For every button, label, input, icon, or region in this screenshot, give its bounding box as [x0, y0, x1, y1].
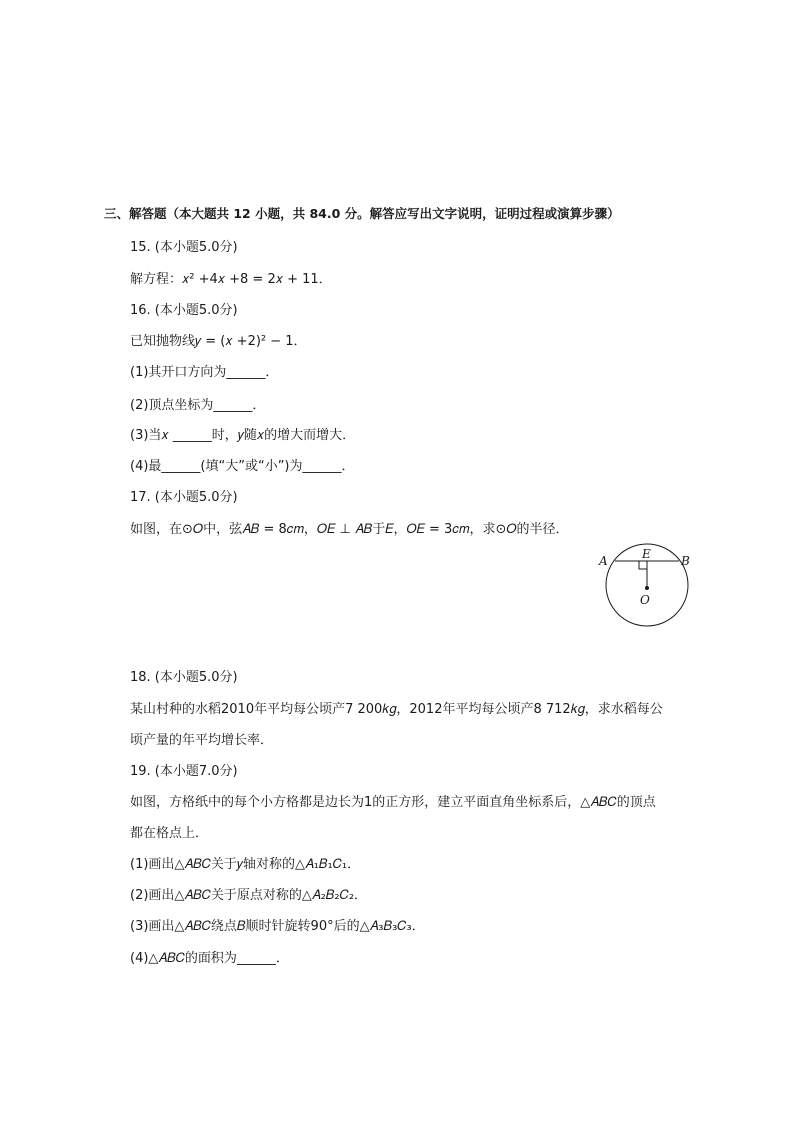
center-point	[645, 586, 649, 590]
question-16-text: 已知抛物线𝑦 = (𝑥 +2)² − 1．	[130, 334, 307, 349]
question-17-text: 如图，在⊙𝑂中，弦𝐴𝐵 = 8𝑐𝑚，𝑂𝐸 ⊥ 𝐴𝐵于𝐸，𝑂𝐸 = 3𝑐𝑚，求⊙𝑂的半径．	[130, 522, 569, 537]
label-e: E	[642, 547, 651, 561]
label-o: O	[640, 593, 650, 607]
question-19-text-2: 都在格点上．	[130, 826, 209, 841]
circle-figure	[595, 543, 695, 633]
question-17-header: 17. (本小题5.0分)	[130, 490, 238, 505]
question-16-part-4: (4)最______(填“大”或“小”)为______．	[130, 459, 355, 474]
question-19-part-1: (1)画出△𝐴𝐵𝐶关于𝑦轴对称的△𝐴₁𝐵₁𝐶₁．	[130, 857, 361, 872]
question-16-header: 16. (本小题5.0分)	[130, 303, 238, 318]
question-19-part-4: (4)△𝐴𝐵𝐶的面积为______．	[130, 951, 289, 966]
label-a: A	[599, 554, 608, 568]
question-18-text-1: 某山村种的水稻2010年平均每公顷产7 200𝑘𝑔，2012年平均每公顷产8 712𝑘𝑔，求水稻每公	[130, 702, 663, 717]
question-18-text-2: 顷产量的年平均增长率．	[130, 733, 274, 748]
circle-diagram	[595, 543, 695, 633]
question-16-part-3: (3)当𝑥 ______时，𝑦随𝑥的增大而增大．	[130, 428, 356, 443]
question-18-header: 18. (本小题5.0分)	[130, 670, 238, 685]
question-19-part-3: (3)画出△𝐴𝐵𝐶绕点𝐵顺时针旋转90°后的△𝐴₃𝐵₃𝐶₃．	[130, 919, 425, 934]
question-19-text-1: 如图，方格纸中的每个小方格都是边长为1的正方形，建立平面直角坐标系后，△𝐴𝐵𝐶的顶点	[130, 795, 656, 810]
question-16-part-1: (1)其开口方向为______．	[130, 365, 279, 380]
question-15-text: 解方程：𝑥² +4𝑥 +8 = 2𝑥 + 11．	[130, 272, 332, 287]
label-b: B	[681, 554, 690, 568]
question-16-part-2: (2)顶点坐标为______．	[130, 398, 266, 413]
question-19-part-2: (2)画出△𝐴𝐵𝐶关于原点对称的△𝐴₂𝐵₂𝐶₂．	[130, 888, 368, 903]
question-15-header: 15. (本小题5.0分)	[130, 240, 238, 255]
section-heading: 三、解答题（本大题共 12 小题，共 84.0 分。解答应写出文字说明，证明过程或演算步骤）	[104, 206, 620, 221]
right-angle-mark	[639, 561, 647, 569]
question-19-header: 19. (本小题7.0分)	[130, 764, 238, 779]
